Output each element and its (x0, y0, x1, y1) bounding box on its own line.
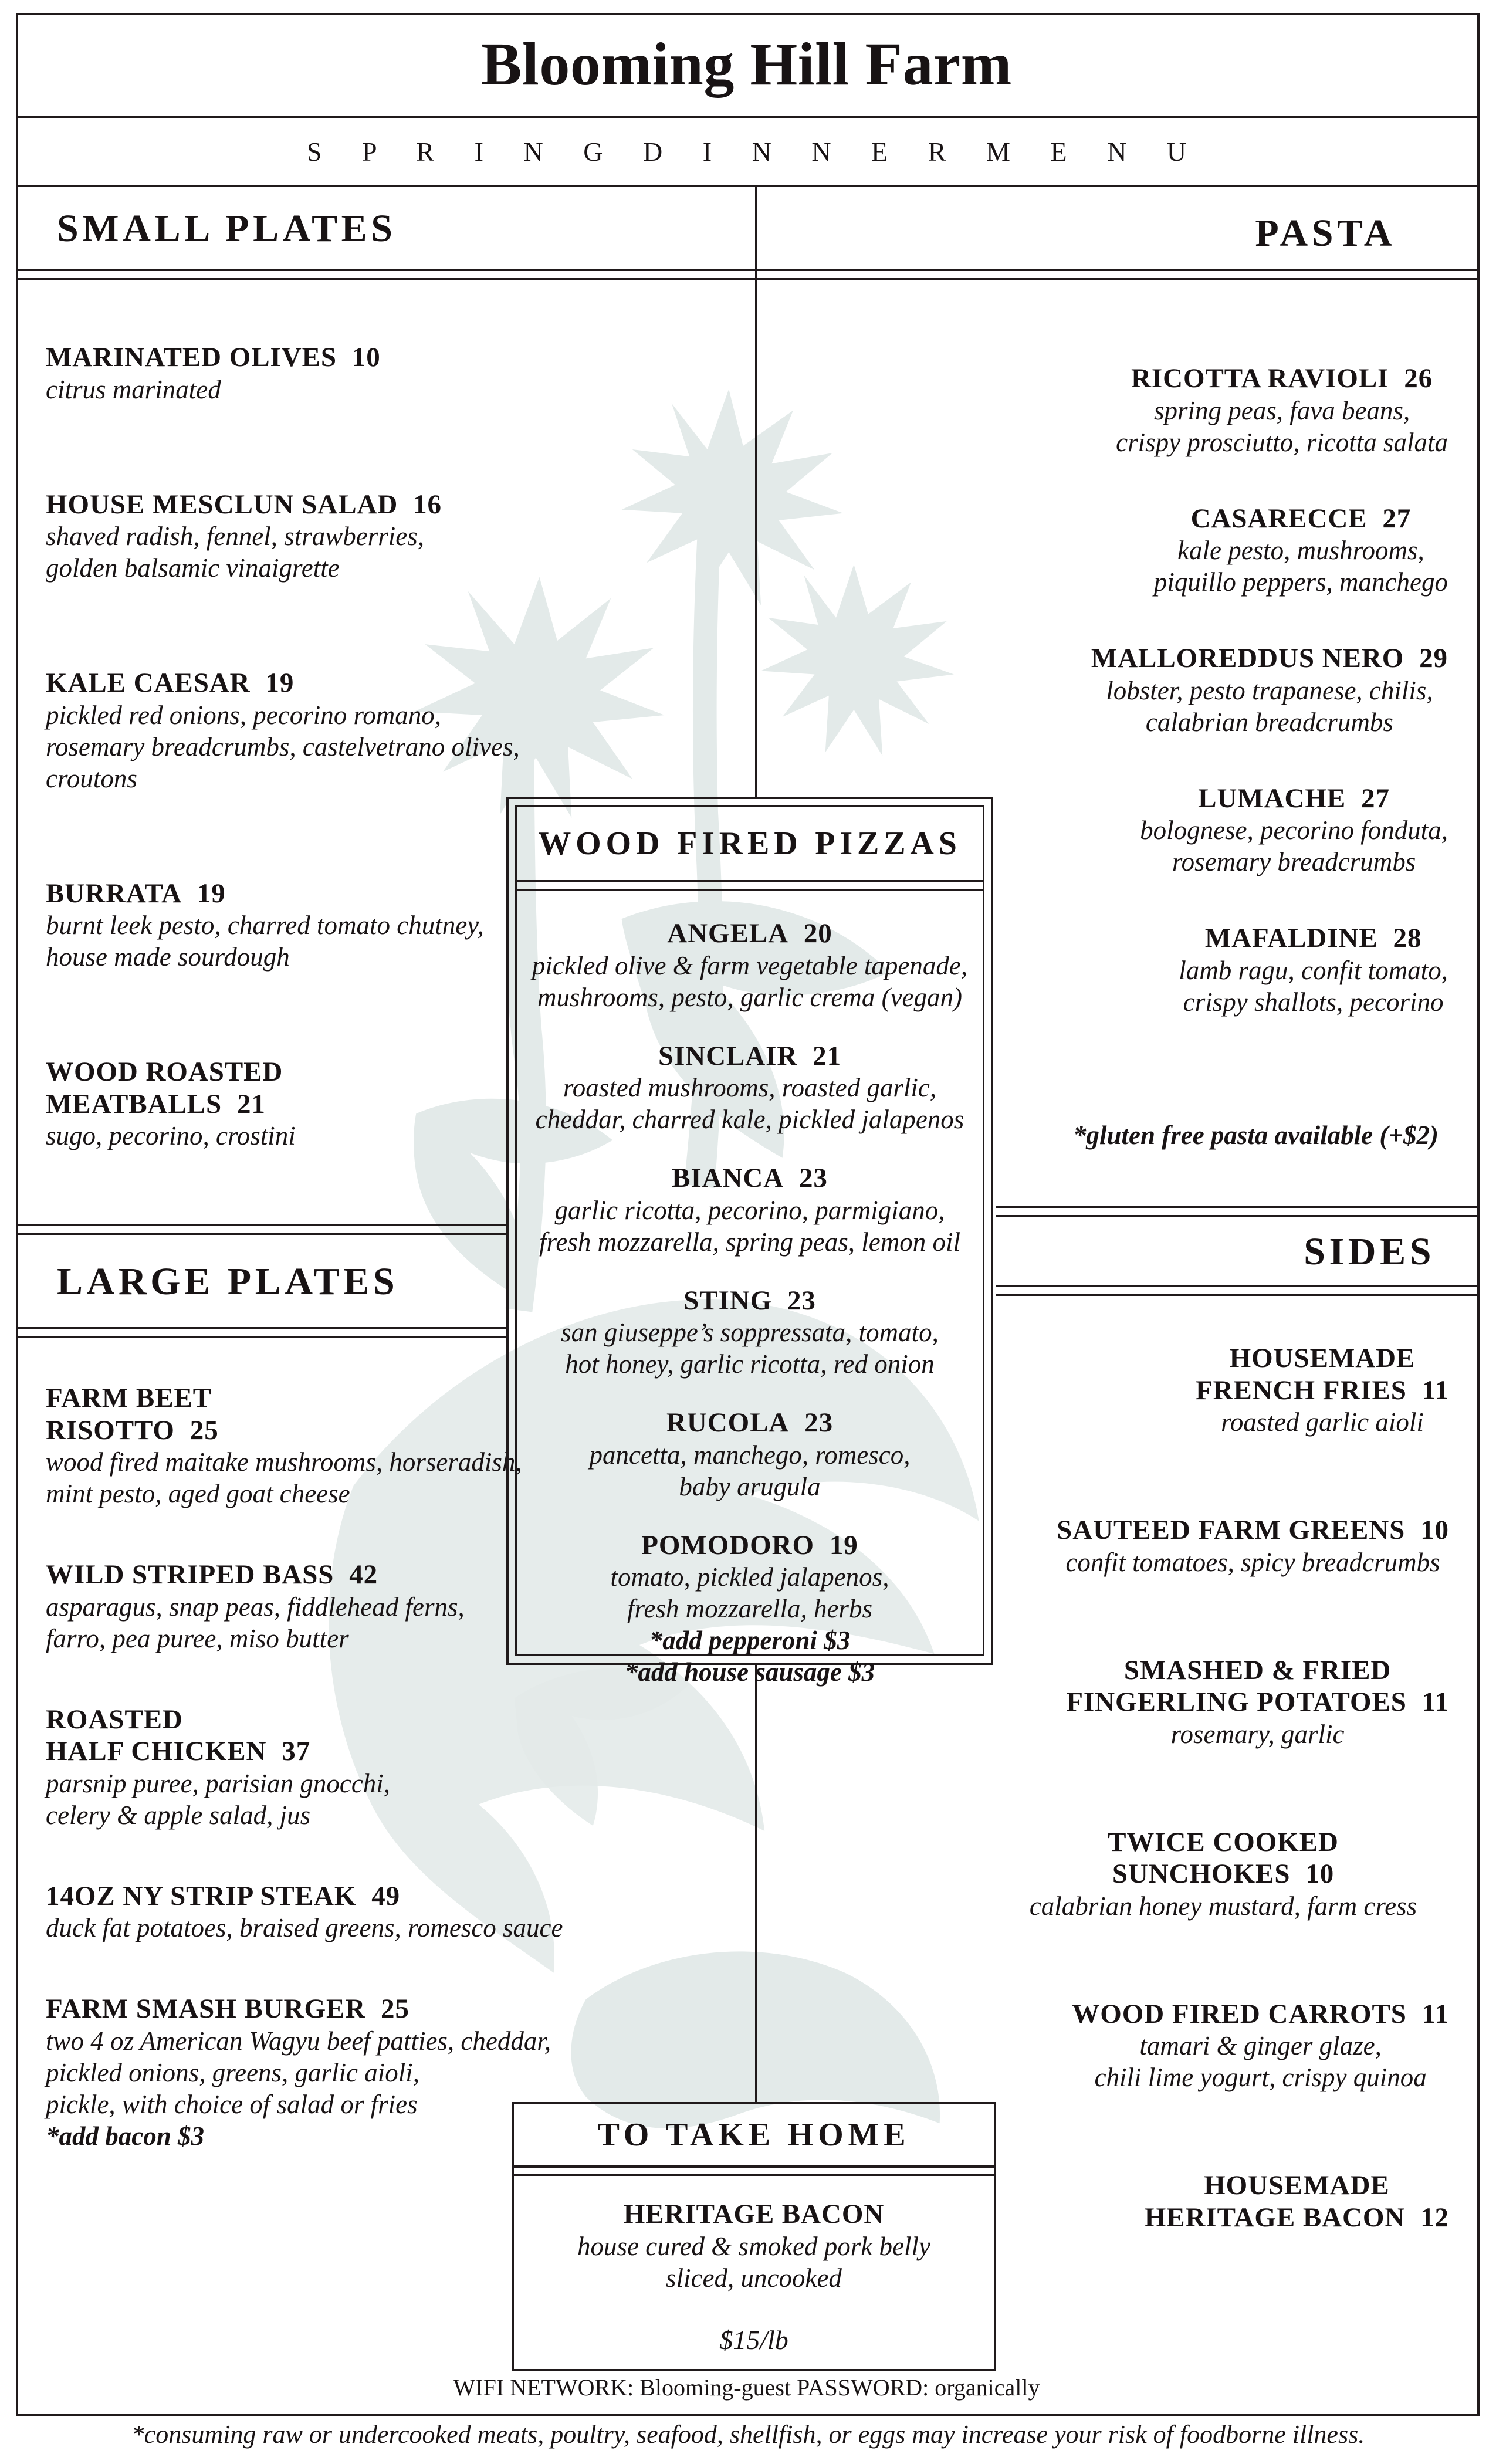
item-description: roasted garlic aioli (1221, 1407, 1424, 1437)
item-name: KALE CAESAR (46, 668, 251, 699)
item-name: STING (683, 1285, 773, 1316)
item-description: spring peas, fava beans, (1153, 395, 1410, 425)
menu-item (1154, 503, 1448, 598)
item-title (1116, 363, 1448, 395)
item-description: lamb ragu, confit tomato, (1179, 955, 1448, 985)
item-description: tomato, pickled jalapenos, (610, 1562, 889, 1592)
item-description: confit tomatoes, spicy breadcrumbs (1065, 1547, 1440, 1577)
item-description: chili lime yogurt, crispy quinoa (1094, 2063, 1427, 2093)
item-title (536, 1040, 964, 1072)
item-title (46, 1704, 726, 1736)
item-name: HOUSEMADE (1204, 2170, 1390, 2201)
item-title (1066, 1654, 1449, 1687)
item-name: SINCLAIR (658, 1040, 798, 1071)
item-name: 14OZ NY STRIP STEAK (46, 1880, 357, 1911)
menu-item (1072, 1998, 1449, 2094)
item-title (539, 1162, 960, 1194)
item-note: *add house sausage $3 (624, 1657, 875, 1687)
pizzas-title-band (517, 807, 983, 882)
item-description: celery & apple salad, jus (46, 1800, 311, 1830)
consumption-disclaimer: *consuming raw or undercooked meats, poultry, seafood, shellfish, or eggs may increase your risk of foodborne illness. (131, 2420, 1365, 2449)
item-name: FARM BEET (46, 1383, 212, 1413)
item-description: sugo, pecorino, crostini (46, 1121, 296, 1151)
double-rule-small-plates (16, 269, 755, 280)
item-name: MEATBALLS (46, 1088, 222, 1119)
item-name: POMODORO (641, 1529, 814, 1561)
item-name: CASARECCE (1190, 503, 1368, 534)
item-description: lobster, pesto trapanese, chilis, (1106, 675, 1433, 705)
item-price: 23 (804, 1407, 834, 1439)
item-price: 23 (787, 1285, 816, 1316)
menu-item (46, 489, 726, 584)
small-plates-header-band (16, 194, 753, 264)
menu-item (46, 667, 726, 794)
item-description: mushrooms, pesto, garlic crema (vegan) (537, 982, 963, 1012)
pasta-header-band (757, 198, 1438, 269)
double-rule-pasta (755, 269, 1477, 280)
item-price: 19 (829, 1529, 858, 1561)
double-rule-above-large-plates (16, 1224, 506, 1235)
item-title-line2 (1066, 1686, 1449, 1718)
item-title (532, 918, 967, 950)
item-price: 19 (265, 668, 295, 699)
subtitle-band (16, 118, 1477, 185)
item-description: citrus marinated (46, 374, 221, 404)
item-description: pickle, with choice of salad or fries (46, 2089, 418, 2119)
item-description: golden balsamic vinaigrette (46, 553, 340, 583)
item-title-line2 (1196, 1375, 1449, 1407)
item-title (611, 1529, 889, 1562)
item-description: piquillo peppers, manchego (1153, 567, 1448, 597)
to-take-home-box (512, 2102, 996, 2371)
take-home-item (514, 2176, 994, 2355)
item-name: HERITAGE BACON (1144, 2202, 1406, 2233)
item-price: $15/lb (719, 2324, 788, 2355)
item-price: 26 (1404, 363, 1433, 394)
page-title: Blooming Hill Farm (481, 31, 1012, 98)
item-price: 10 (1420, 1515, 1449, 1546)
pizzas-list (517, 891, 983, 1688)
menu-item (1066, 1654, 1449, 1750)
item-price: 21 (236, 1088, 266, 1119)
sides-header-band (996, 1219, 1477, 1285)
item-price: 10 (351, 342, 381, 373)
item-name: RISOTTO (46, 1414, 175, 1446)
item-description: pancetta, manchego, romesco, (589, 1440, 911, 1470)
item-description: cheddar, charred kale, pickled jalapenos (535, 1105, 964, 1135)
item-name: BIANCA (672, 1163, 784, 1194)
item-description: kale pesto, mushrooms, (1177, 536, 1424, 566)
item-description: pickled red onions, pecorino romano, (46, 700, 442, 730)
menu-item (1057, 1514, 1449, 1578)
item-title (46, 489, 726, 521)
item-price: 25 (189, 1414, 219, 1446)
pizzas-heading: WOOD FIRED PIZZAS (538, 825, 962, 862)
take-home-heading: TO TAKE HOME (597, 2117, 911, 2153)
large-plates-header-band (16, 1238, 506, 1326)
item-title (1072, 1998, 1449, 2030)
item-price: 27 (1361, 783, 1390, 814)
item-price: 37 (282, 1736, 311, 1767)
item-price: 29 (1419, 643, 1448, 674)
item-title-line2 (46, 1735, 726, 1768)
item-note: *add pepperoni $3 (649, 1626, 851, 1656)
item-description: bolognese, pecorino fonduta, (1140, 815, 1448, 845)
item-name: ROASTED (46, 1704, 183, 1735)
small-plates-heading: SMALL PLATES (57, 207, 397, 250)
item-name: MARINATED OLIVES (46, 342, 337, 373)
item-description: san giuseppe’s soppressata, tomato, (561, 1318, 939, 1348)
item-name: HOUSE MESCLUN SALAD (46, 489, 398, 520)
menu-item (997, 1826, 1449, 1922)
item-name: FINGERLING POTATOES (1066, 1687, 1407, 1718)
item-price: 11 (1421, 1998, 1449, 2029)
item-description: fresh mozzarella, herbs (627, 1594, 872, 1624)
sides-list (997, 1342, 1456, 2233)
item-description: parsnip puree, parisian gnocchi, (46, 1768, 391, 1798)
menu-item (1179, 922, 1448, 1018)
pizzas-title-double-rule (517, 882, 983, 891)
item-name: WOOD ROASTED (46, 1057, 283, 1088)
item-name: FRENCH FRIES (1195, 1375, 1407, 1406)
item-description: shaved radish, fennel, strawberries, (46, 522, 424, 551)
item-name: RICOTTA RAVIOLI (1131, 363, 1389, 394)
item-title (46, 1993, 726, 2025)
item-description: farro, pea puree, miso butter (46, 1623, 349, 1653)
item-title (1179, 922, 1448, 955)
item-name: ANGELA (667, 918, 788, 949)
item-title (46, 341, 726, 374)
wood-fired-pizzas-box (506, 797, 993, 1687)
take-home-title-double-rule (514, 2168, 994, 2176)
menu-item (532, 918, 967, 1013)
menu-subtitle: S P R I N G D I N N E R M E N U (306, 136, 1203, 167)
item-title-line2 (1145, 2202, 1449, 2234)
item-name: HALF CHICKEN (46, 1736, 267, 1767)
header (16, 13, 1477, 116)
item-title (1196, 1342, 1449, 1375)
menu-item (46, 1704, 726, 1831)
double-rule-above-sides (996, 1206, 1477, 1217)
item-description: sliced, uncooked (666, 2263, 842, 2293)
item-description: hot honey, garlic ricotta, red onion (565, 1349, 935, 1379)
item-description: duck fat potatoes, braised greens, romesco sauce (46, 1913, 563, 1943)
menu-item (1091, 642, 1448, 738)
item-name: FARM SMASH BURGER (46, 1993, 366, 2025)
item-price: 27 (1382, 503, 1412, 534)
menu-item (590, 1407, 911, 1502)
item-description: tamari & ginger glaze, (1139, 2031, 1382, 2061)
item-description: burnt leek pesto, charred tomato chutney, (46, 911, 484, 940)
item-name: SAUTEED FARM GREENS (1057, 1515, 1406, 1546)
double-rule-below-large-plates (16, 1327, 506, 1338)
item-name: MALLOREDDUS NERO (1091, 643, 1404, 674)
item-title (1154, 503, 1448, 535)
center-divider-lower (755, 1665, 757, 2102)
item-description: house made sourdough (46, 942, 290, 972)
item-name: LUMACHE (1198, 783, 1346, 814)
item-description: croutons (46, 763, 137, 793)
item-name: SMASHED & FRIED (1123, 1654, 1392, 1685)
menu-item (1116, 363, 1448, 458)
item-description: two 4 oz American Wagyu beef patties, cheddar, (46, 2026, 551, 2056)
divider-under-title (16, 116, 1477, 118)
item-name: MAFALDINE (1204, 923, 1378, 954)
divider-under-subtitle (16, 185, 1477, 187)
double-rule-below-sides (996, 1285, 1477, 1296)
sides-heading: SIDES (1304, 1230, 1435, 1273)
item-title (1140, 783, 1448, 815)
item-description: rosemary, garlic (1170, 1719, 1345, 1749)
item-title (1145, 2169, 1449, 2202)
item-note: *add bacon $3 (46, 2121, 204, 2151)
item-description: fresh mozzarella, spring peas, lemon oil (539, 1227, 960, 1257)
wood-fired-pizzas-inner-border (515, 805, 984, 1687)
item-price: 10 (1305, 1859, 1335, 1890)
item-title (1091, 642, 1448, 675)
menu-item (536, 1040, 964, 1136)
item-description: pickled onions, greens, garlic aioli, (46, 2057, 419, 2087)
menu-item (611, 1529, 889, 1688)
menu-item (561, 1285, 939, 1380)
gluten-free-note: *gluten free pasta available (+$2) (1072, 1120, 1439, 1150)
item-description: house cured & smoked pork belly (577, 2231, 930, 2261)
item-description: pickled olive & farm vegetable tapenade, (532, 950, 968, 980)
item-price: 19 (197, 878, 226, 909)
item-description: crispy prosciutto, ricotta salata (1116, 427, 1448, 457)
menu-item (46, 341, 726, 405)
item-name: WOOD FIRED CARROTS (1072, 1998, 1407, 2029)
pasta-heading: PASTA (1255, 212, 1396, 255)
take-home-title-band (514, 2104, 994, 2168)
menu-item (539, 1162, 960, 1258)
item-title (46, 667, 726, 699)
item-title (590, 1407, 911, 1439)
item-title (1057, 1514, 1449, 1546)
item-price: 21 (813, 1040, 842, 1071)
menu-item (46, 1880, 726, 1944)
large-plates-heading: LARGE PLATES (57, 1260, 399, 1303)
item-price: 25 (381, 1993, 409, 2025)
item-price: 42 (349, 1559, 378, 1590)
item-description: calabrian honey mustard, farm cress (1029, 1891, 1417, 1921)
menu-item (1196, 1342, 1449, 1438)
item-price: 11 (1421, 1687, 1449, 1718)
item-description: baby arugula (679, 1471, 821, 1501)
item-description: rosemary breadcrumbs (1172, 847, 1416, 877)
item-description: garlic ricotta, pecorino, parmigiano, (554, 1195, 945, 1225)
item-description: crispy shallots, pecorino (1183, 987, 1444, 1017)
item-description: wood fired maitake mushrooms, horseradish, (46, 1447, 522, 1477)
item-price: 12 (1420, 2202, 1449, 2233)
menu-item (1140, 783, 1448, 878)
item-price: 49 (371, 1880, 401, 1911)
item-price: 23 (798, 1163, 828, 1194)
item-title (997, 1826, 1449, 1890)
item-name: HOUSEMADE (1229, 1343, 1416, 1373)
item-name: TWICE COOKED SUNCHOKES (1108, 1826, 1339, 1890)
item-name: BURRATA (46, 878, 182, 909)
item-title (561, 1285, 939, 1317)
item-title (46, 1880, 726, 1913)
item-name: RUCOLA (666, 1407, 790, 1439)
item-price: 20 (803, 918, 832, 949)
item-price: 28 (1393, 923, 1422, 954)
item-price: 11 (1421, 1375, 1449, 1406)
item-price: 16 (413, 489, 442, 520)
item-description: mint pesto, aged goat cheese (46, 1479, 350, 1509)
item-description: calabrian breadcrumbs (1145, 707, 1393, 737)
item-name: WILD STRIPED BASS (46, 1559, 334, 1590)
item-description: asparagus, snap peas, fiddlehead ferns, (46, 1592, 465, 1622)
item-description: roasted mushrooms, roasted garlic, (563, 1073, 937, 1103)
item-description: rosemary breadcrumbs, castelvetrano olives, (46, 732, 520, 761)
item-title: HERITAGE BACON (623, 2199, 885, 2229)
menu-item (1145, 2169, 1449, 2233)
wifi-info: WIFI NETWORK: Blooming-guest PASSWORD: organically (453, 2374, 1040, 2401)
